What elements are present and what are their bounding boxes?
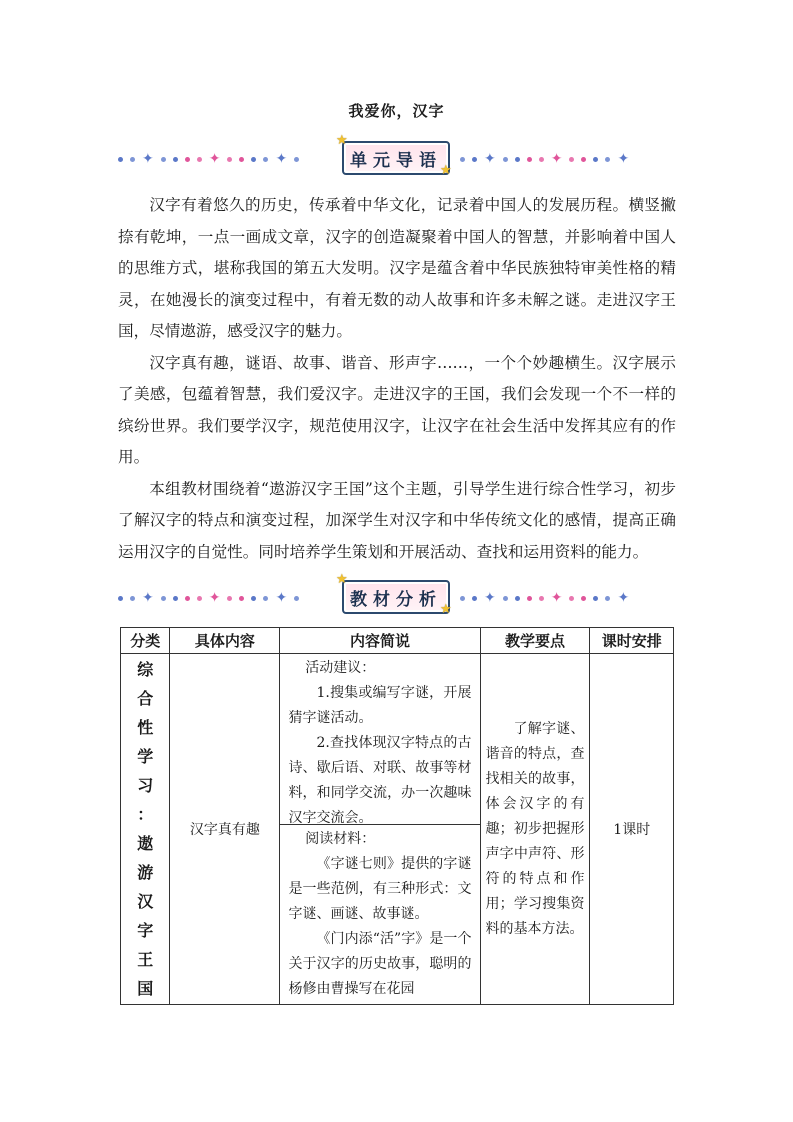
header-key-points: 教学要点 [480,628,590,654]
key-points-cell [480,654,590,1005]
banner-dots-left [118,151,299,167]
brief-item: 《门内添“活”字》是一个关于汉字的历史故事，聪明的杨修由曹操写在花园 [288,931,472,997]
category-char: 汉 [137,892,154,911]
sparkle-icon: ✦ [484,151,496,167]
brief-item: 1.搜集或编写字谜，开展猜字谜活动。 [288,685,472,726]
star-icon: ★ [336,133,348,148]
header-hours: 课时安排 [590,628,674,654]
header-brief: 内容简说 [280,628,480,654]
section-badge [342,141,450,175]
table-header-row [121,628,674,654]
category-char: ： [137,805,154,824]
analysis-table [120,627,674,1005]
table-row [121,654,674,1005]
category-cell [121,654,170,1005]
brief-item: 2.查找体现汉字特点的古诗、歇后语、对联、故事等材料，和同学交流，办一次趣味汉字交流会。 [288,735,472,826]
sparkle-icon: ✦ [142,590,154,606]
key-points-text: 了解字谜、谐音的特点，查找相关的故事，体会汉字的有趣；初步把握形声字中声符、形符的特点和作用；学习搜集资料的基本方法。 [485,720,585,937]
star-icon: ★ [440,602,452,617]
intro-paragraph: 汉字真有趣，谜语、故事、谐音、形声字……，一个个妙趣横生。汉字展示了美感，包蕴着智慧，我们爱汉字。走进汉字的王国，我们会发现一个不一样的缤纷世界。我们要学汉字，规范使用汉字，让汉字在社会生活中发挥其应有的作用。 [118,353,676,466]
category-char: 国 [137,979,154,998]
sparkle-icon: ✦ [484,590,496,606]
category-char: 学 [137,747,154,766]
page-title: 我爱你，汉字 [348,102,445,120]
banner-dots-left [118,590,299,606]
banner-dots-right [460,151,630,167]
intro-text [118,190,676,568]
brief-activity [280,654,479,825]
category-char: 综 [137,660,154,679]
sparkle-icon: ✦ [275,590,288,606]
category-char: 遨 [137,834,154,853]
category-char: 字 [137,921,154,940]
sparkle-icon: ✦ [617,590,630,606]
sparkle-icon: ✦ [208,151,221,167]
section-banner-analysis [118,572,678,617]
sparkle-icon: ✦ [617,151,630,167]
sparkle-icon: ✦ [142,151,154,167]
brief-cell [280,654,480,1005]
sparkle-icon: ✦ [208,590,221,606]
header-content: 具体内容 [170,628,280,654]
intro-paragraph: 本组教材围绕着“遨游汉字王国”这个主题，引导学生进行综合性学习，初步了解汉字的特点和演变过程，加深学生对汉字和中华传统文化的感情，提高正确运用汉字的自觉性。同时培养学生策划和开展活动、查找和运用资料的能力。 [118,479,676,561]
section-badge-label: 教材分析 [350,589,442,610]
category-char: 合 [137,689,154,708]
category-char: 游 [137,863,154,882]
category-text [122,655,168,1003]
brief-heading: 活动建议： [305,660,376,676]
sparkle-icon: ✦ [550,590,563,606]
section-badge-label: 单元导语 [350,150,442,171]
content-cell: 汉字真有趣 [170,654,280,1005]
star-icon: ★ [440,163,452,178]
brief-heading: 阅读材料： [305,831,376,847]
brief-item: 《字谜七则》提供的字谜是一些范例，有三种形式：文字谜、画谜、故事谜。 [288,856,472,922]
section-banner-intro [118,133,678,178]
category-char: 王 [137,950,154,969]
category-char: 习 [137,776,154,795]
banner-dots-right [460,590,630,606]
header-category: 分类 [121,628,170,654]
star-icon: ★ [336,572,348,587]
category-char: 性 [137,718,154,737]
brief-reading [280,825,479,1004]
hours-cell: 1课时 [590,654,674,1005]
intro-paragraph: 汉字有着悠久的历史，传承着中华文化，记录着中国人的发展历程。横竖撇捺有乾坤，一点一画成文章，汉字的创造凝聚着中国人的智慧，并影响着中国人的思维方式，堪称我国的第五大发明。汉字是蕴含着中华民族独特审美性格的精灵，在她漫长的演变过程中，有着无数的动人故事和许多未解之谜。走进汉字王国，尽情遨游，感受汉字的魅力。 [118,196,676,340]
sparkle-icon: ✦ [275,151,288,167]
sparkle-icon: ✦ [550,151,563,167]
section-badge [342,580,450,614]
